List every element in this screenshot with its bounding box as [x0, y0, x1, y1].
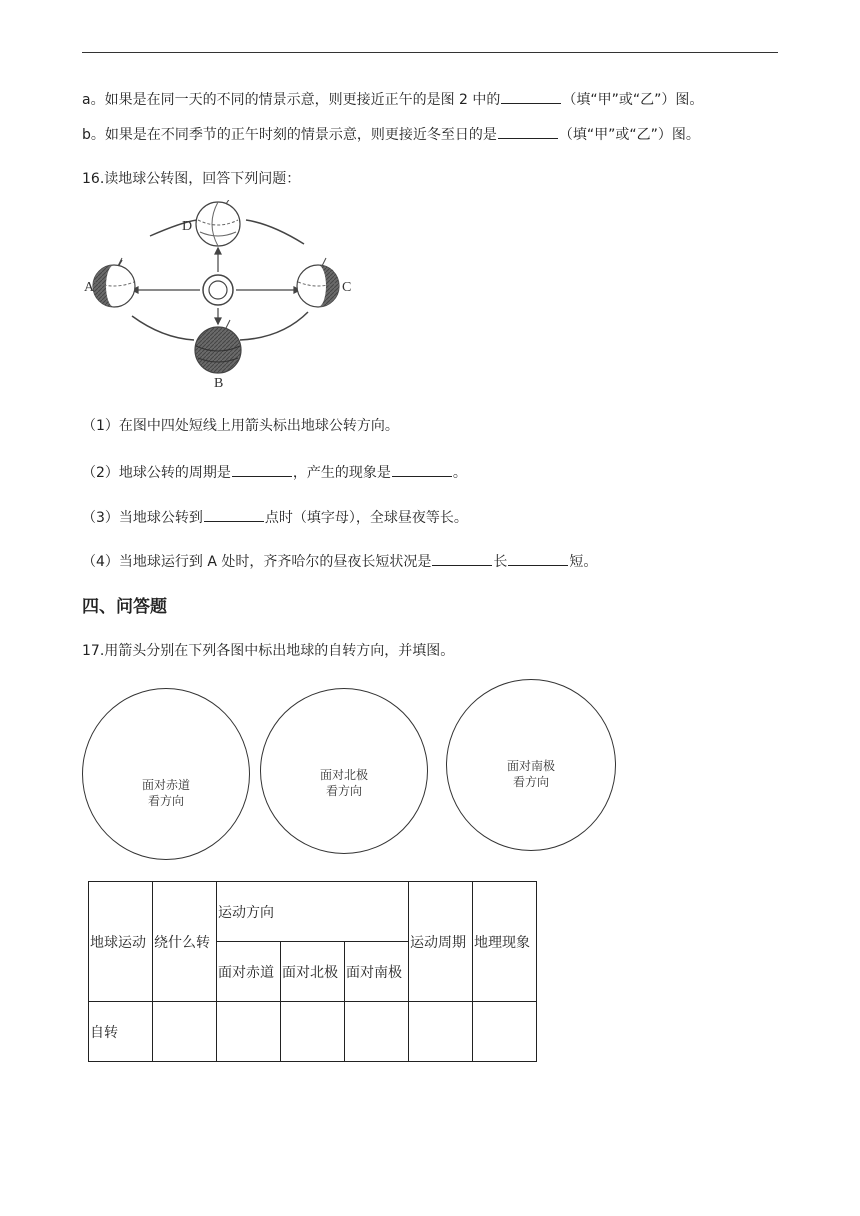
circle-label: 看方向	[147, 794, 184, 808]
question-15b-text: b。如果是在不同季节的正午时刻的情景示意，则更接近冬至日的是	[82, 127, 497, 143]
question-16-3-end: 点时（填字母），全球昼夜等长。	[264, 510, 468, 526]
answer-blank[interactable]	[432, 551, 492, 566]
circle-label: 看方向	[512, 775, 549, 789]
question-16-2-mid: ，产生的现象是	[292, 465, 391, 481]
header-earth-motion: 地球运动	[89, 882, 153, 1002]
header-phenomenon: 地理现象	[473, 882, 537, 1002]
question-15b-hint: （填“甲”或“乙”）图。	[558, 127, 700, 143]
label-d: D	[182, 219, 193, 234]
question-15b	[82, 124, 700, 145]
question-17-title: 17.用箭头分别在下列各图中标出地球的自转方向，并填图。	[82, 643, 455, 659]
earth-position-a	[93, 258, 135, 307]
header-equator-view: 面对赤道	[217, 942, 281, 1002]
answer-cell[interactable]	[345, 1002, 409, 1062]
question-16-2-text: （2）地球公转的周期是	[82, 465, 231, 481]
rotation-table	[88, 881, 537, 1062]
earth-orbit-diagram	[82, 200, 362, 392]
answer-blank[interactable]	[508, 551, 568, 566]
circle-label: 看方向	[325, 784, 362, 798]
question-16-title: 16.读地球公转图，回答下列问题：	[82, 171, 301, 187]
question-16-4-text: （4）当地球运行到 A 处时，齐齐哈尔的昼夜长短状况是	[82, 554, 432, 570]
header-rule	[82, 52, 778, 53]
circle-label: 面对赤道	[141, 778, 190, 792]
circle-label: 面对南极	[506, 759, 555, 773]
question-16-3	[82, 507, 468, 528]
answer-blank[interactable]	[498, 124, 558, 139]
question-16-2-end: 。	[452, 465, 467, 481]
answer-blank[interactable]	[232, 462, 292, 477]
circle-north-pole-view[interactable]	[260, 688, 428, 854]
label-a: A	[84, 280, 95, 295]
header-direction: 运动方向	[217, 882, 409, 942]
question-16-2	[82, 462, 467, 483]
question-16-4-end: 短。	[569, 554, 598, 570]
answer-cell[interactable]	[281, 1002, 345, 1062]
circle-south-pole-view[interactable]	[446, 679, 616, 851]
header-period: 运动周期	[409, 882, 473, 1002]
question-16-3-text: （3）当地球公转到	[82, 510, 203, 526]
question-15a	[82, 89, 703, 110]
answer-blank[interactable]	[501, 89, 561, 104]
answer-cell[interactable]	[217, 1002, 281, 1062]
question-15a-hint: （填“甲”或“乙”）图。	[562, 92, 704, 108]
circle-equator-view[interactable]	[82, 688, 250, 860]
section-heading: 四、问答题	[82, 597, 167, 617]
answer-cell[interactable]	[473, 1002, 537, 1062]
sun-icon	[203, 275, 233, 305]
earth-position-d	[196, 200, 240, 246]
question-16-4-mid: 长	[493, 554, 508, 570]
label-c: C	[342, 280, 352, 295]
header-north-view: 面对北极	[281, 942, 345, 1002]
earth-position-b	[195, 320, 241, 373]
circle-label: 面对北极	[319, 768, 368, 782]
question-16-4	[82, 551, 597, 572]
answer-blank[interactable]	[392, 462, 452, 477]
header-axis: 绕什么转	[153, 882, 217, 1002]
earth-position-c	[297, 258, 339, 307]
header-south-view: 面对南极	[345, 942, 409, 1002]
row-rotation-label: 自转	[89, 1002, 153, 1062]
answer-cell[interactable]	[153, 1002, 217, 1062]
answer-blank[interactable]	[204, 507, 264, 522]
answer-cell[interactable]	[409, 1002, 473, 1062]
question-15a-text: a。如果是在同一天的不同的情景示意，则更接近正午的是图 2 中的	[82, 92, 501, 108]
label-b: B	[214, 376, 224, 391]
question-16-1: （1）在图中四处短线上用箭头标出地球公转方向。	[82, 418, 399, 434]
